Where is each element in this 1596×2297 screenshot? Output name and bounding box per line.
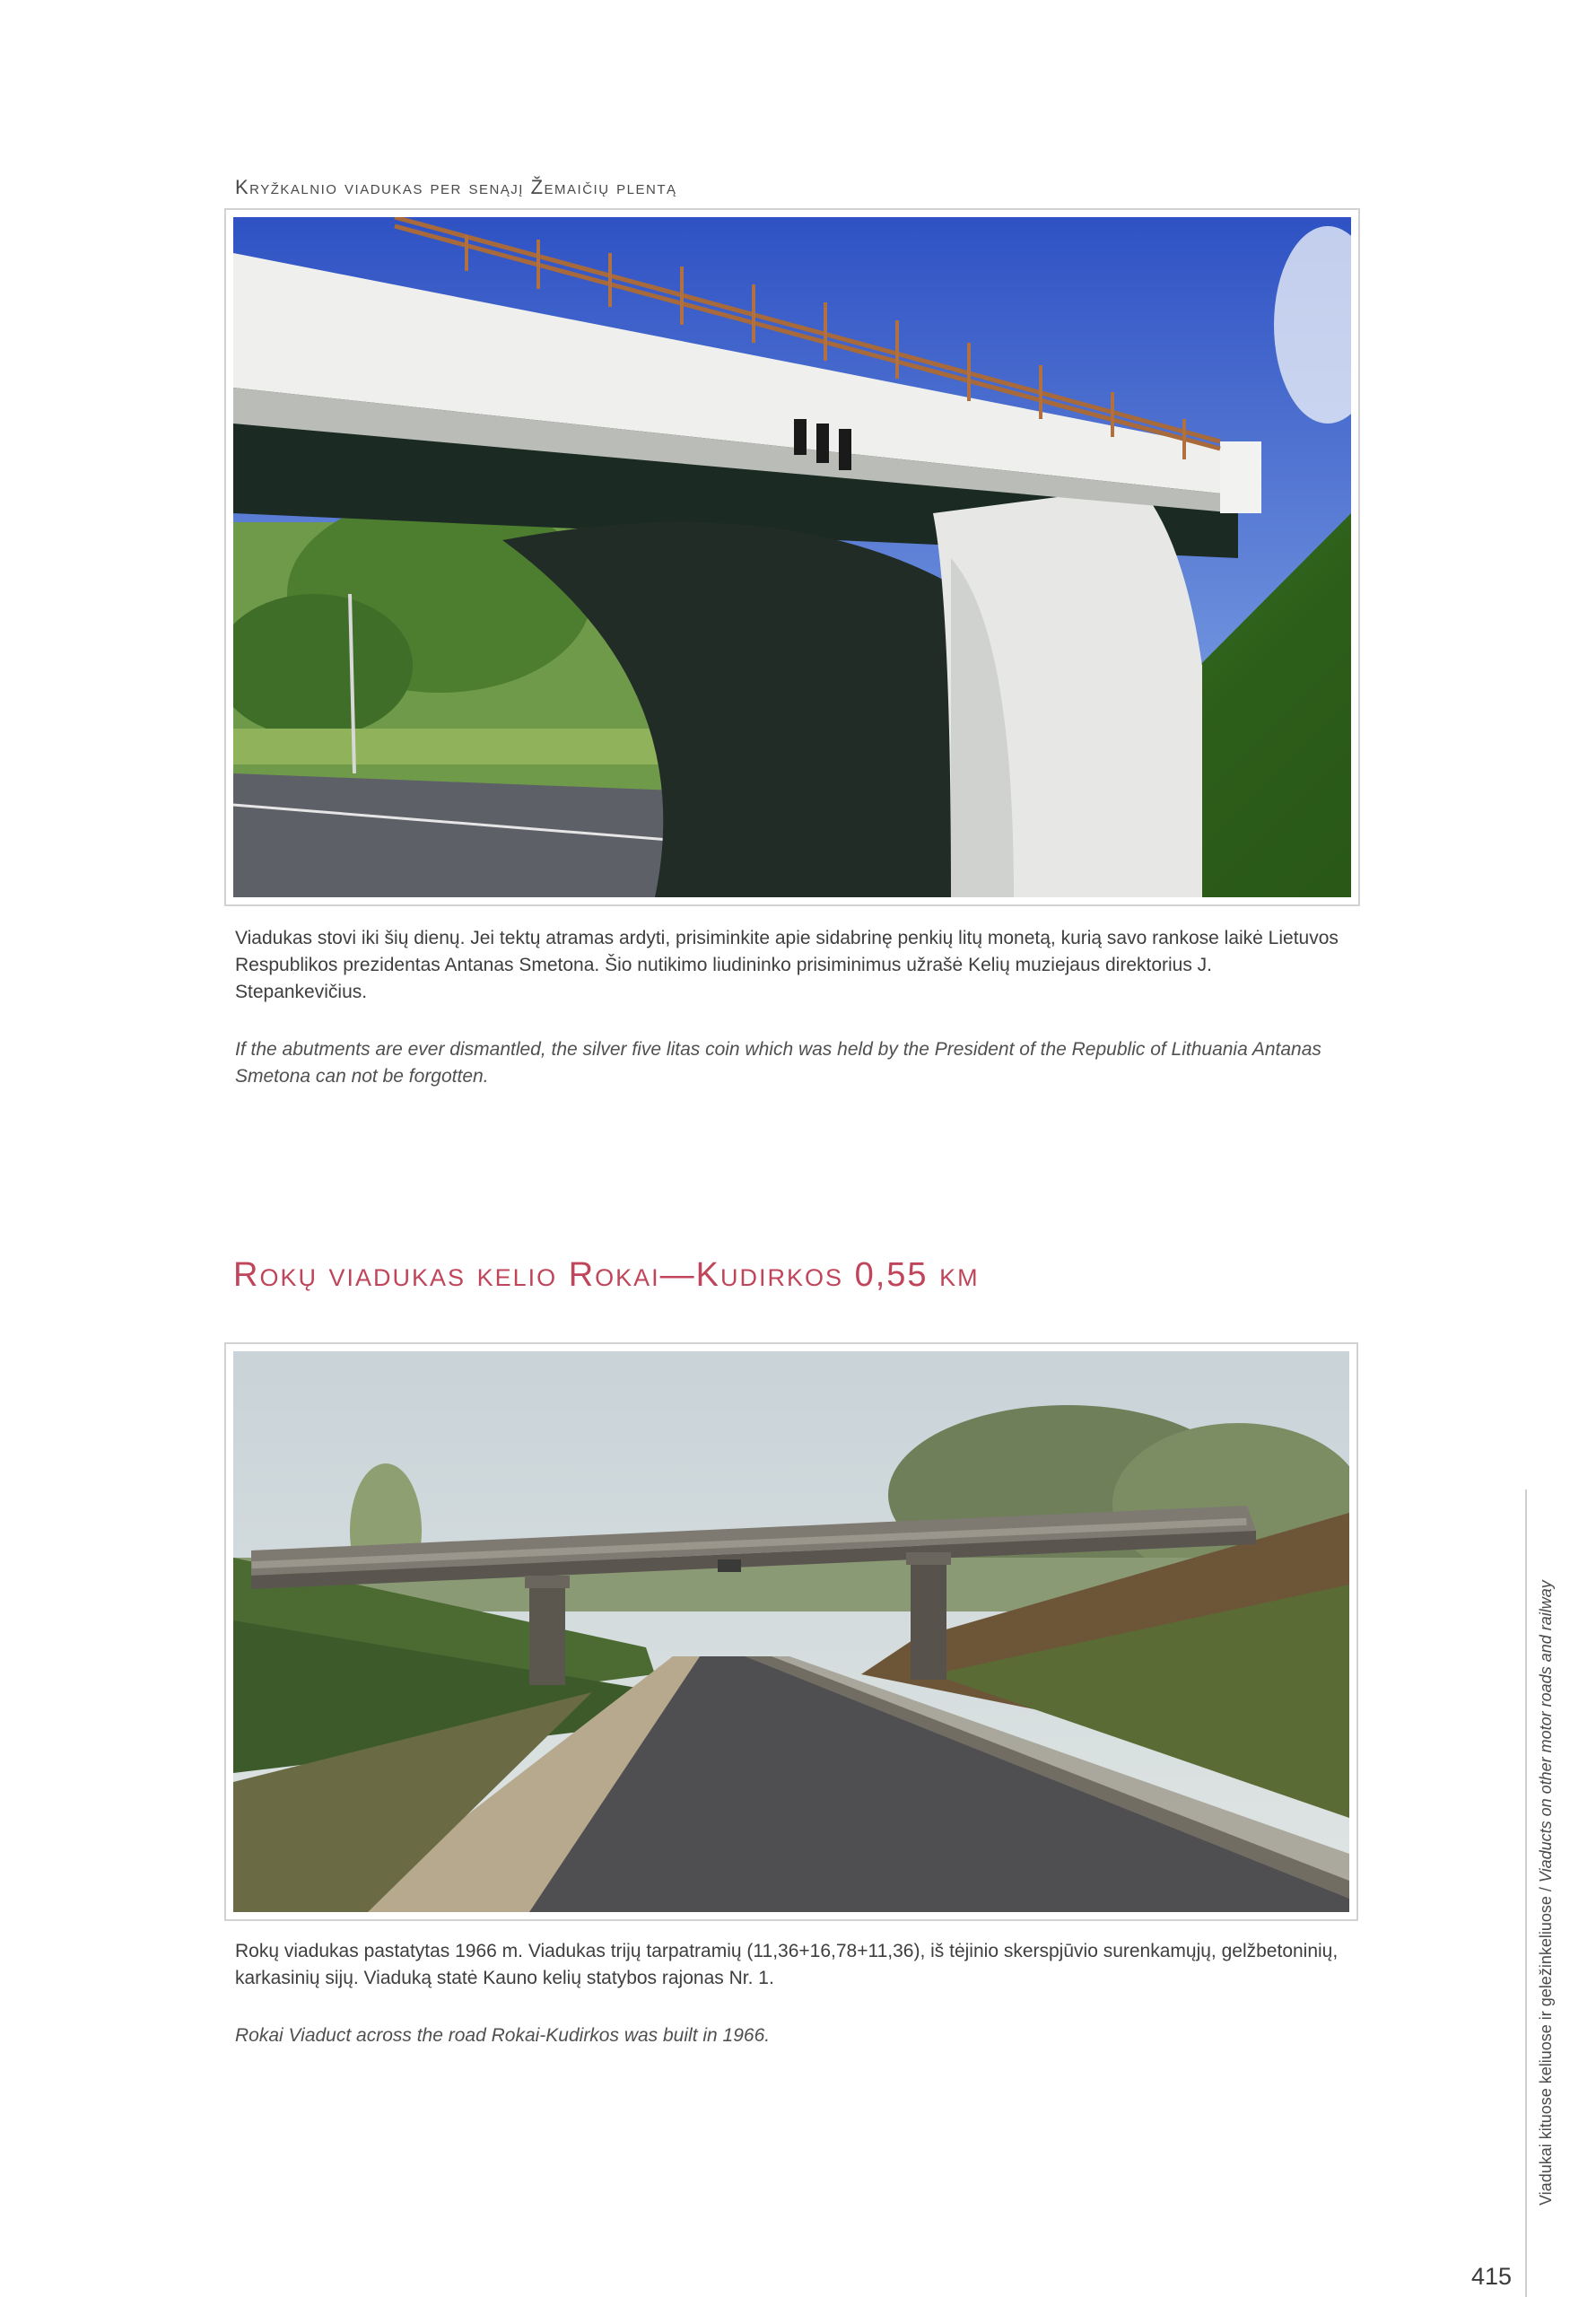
rokai-viaduct-illustration: [233, 1351, 1349, 1912]
paragraph-lt-2: Rokų viadukas pastatytas 1966 m. Viadukas trijų tarpatramių (11,36+16,78+11,36), iš tėjinio skerspjūvio surenkamųjų, gelžbetoninių, karkasinių sijų. Viaduką statė Kauno kelių statybos rajonas Nr. 1.: [235, 1941, 1339, 1988]
running-header-lt: Viadukai kituose keliuose ir geležinkeliuose: [1537, 1896, 1555, 2205]
photo-frame-kryzkalnis: [224, 208, 1360, 906]
rokai-viaduct-photo: [233, 1351, 1349, 1912]
paragraph-en-1: If the abutments are ever dismantled, the silver five litas coin which was held by the President of the Republic of Lithuania Antanas Smetona can not be forgotten.: [235, 1039, 1321, 1087]
photo-frame-rokai: [224, 1342, 1358, 1921]
section-heading: Rokų viadukas kelio Rokai—Kudirkos 0,55 km: [233, 1256, 980, 1294]
page-number: 415: [1471, 2263, 1513, 2290]
running-header-text: [1536, 1497, 1556, 2205]
margin-divider: [1525, 1489, 1527, 2297]
running-header-separator: /: [1537, 1882, 1555, 1897]
running-header-vertical: [1536, 1497, 1556, 2205]
photo-caption-title: Kryžkalnio viadukas per senąjį Žemaičių plentą: [235, 176, 677, 198]
paragraph-en-2: Rokai Viaduct across the road Rokai-Kudirkos was built in 1966.: [235, 2025, 771, 2046]
paragraph-lt-1: Viadukas stovi iki šių dienų. Jei tektų atramas ardyti, prisiminkite apie sidabrinę penkių litų monetą, kurią savo rankose laikė Lietuvos Respublikos prezidentas Antanas Smetona. Šio nutikimo liudininko prisiminimus užrašė Kelių muziejaus direktorius J. Stepankevičius.: [235, 928, 1339, 1002]
kryzkalnis-viaduct-photo: [233, 217, 1351, 897]
kryzkalnis-viaduct-illustration: [233, 217, 1351, 897]
running-header-en: Viaducts on other motor roads and railway: [1537, 1580, 1555, 1883]
